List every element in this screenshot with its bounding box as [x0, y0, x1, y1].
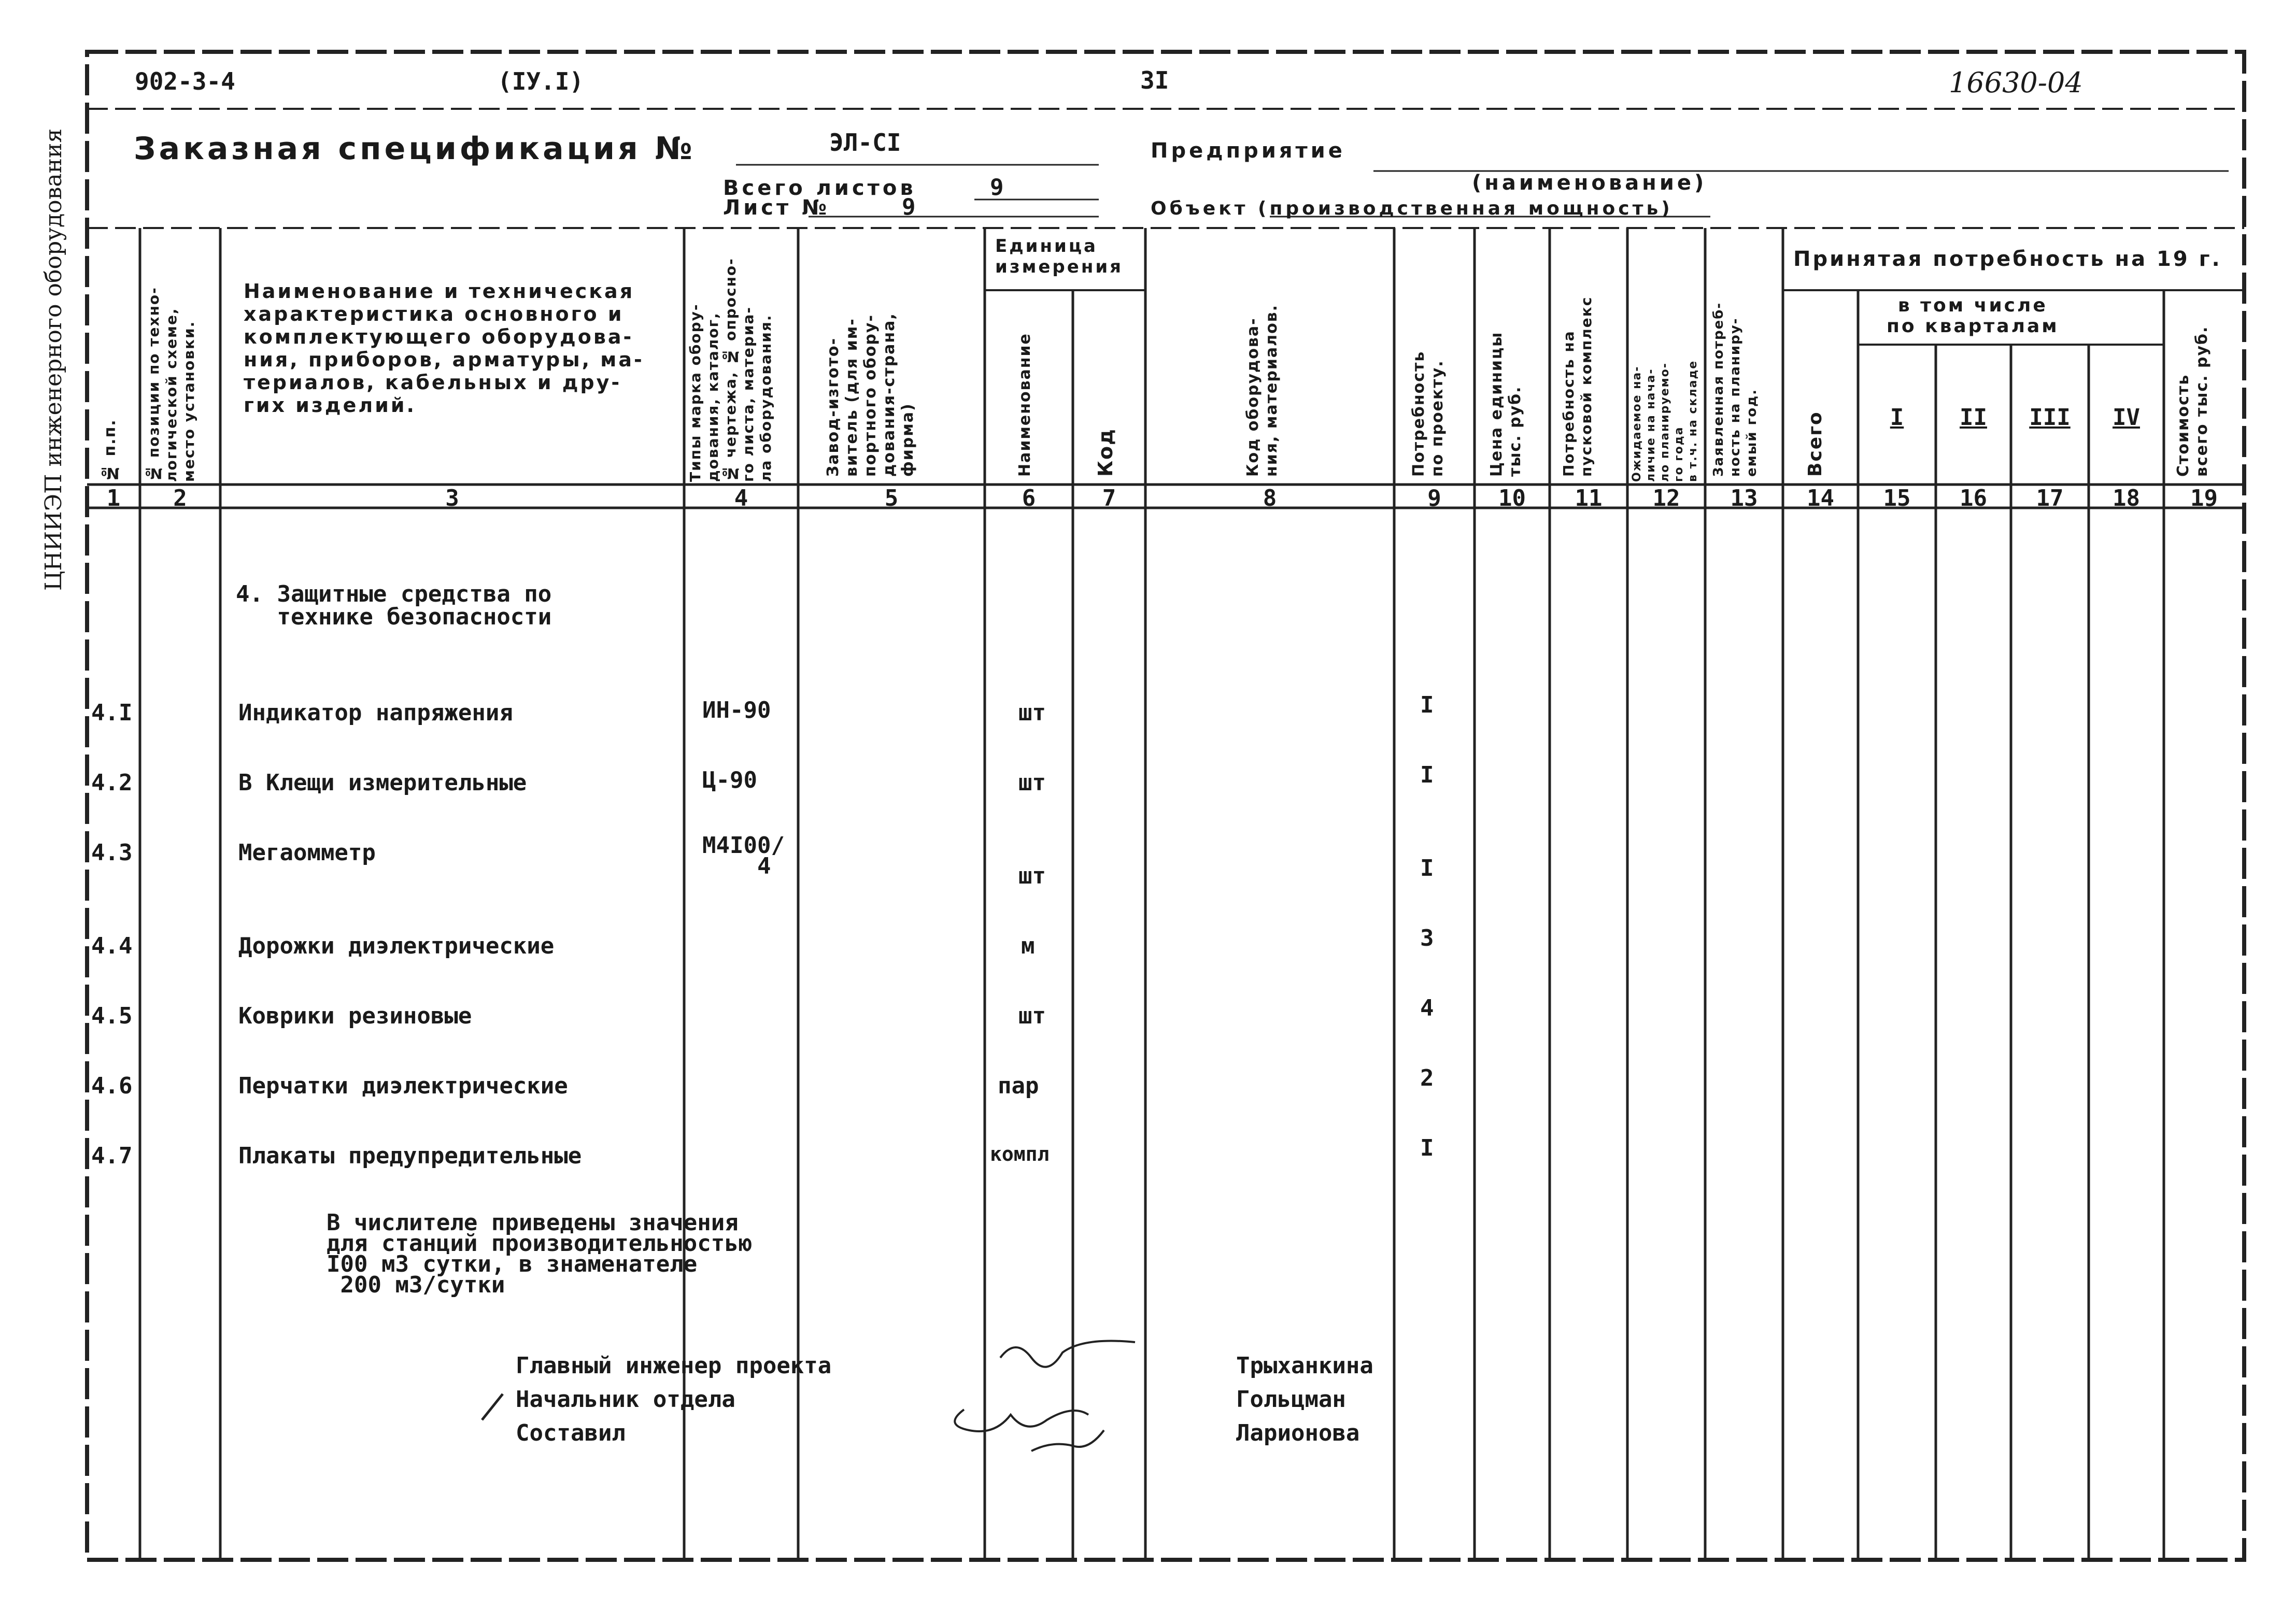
col-header-3: Наименование и техническая характеристика основного и комплектующего оборудова- ния, приборов, арматуры, ма- териалов, кабельных и дру- гих изделий. [244, 280, 644, 417]
col-number: 14 [1807, 485, 1834, 511]
row-number: 4.5 [91, 1003, 133, 1029]
row-unit: шт [1018, 863, 1046, 889]
spec-number: ЭЛ-СI [829, 129, 901, 156]
row-qty: 4 [1420, 995, 1434, 1021]
row-unit: шт [1018, 770, 1046, 796]
col-header-2: № позиции по техно- логической схеме, место установки. [145, 287, 197, 482]
col-header-10: Цена единицы тыс. руб. [1487, 331, 1524, 477]
row-number: 4.3 [91, 840, 133, 866]
row-number: 4.I [91, 700, 133, 726]
total-sheets: 9 [990, 174, 1004, 201]
col-header-accepted-group: Принятая потребность на 19 г. [1793, 247, 2222, 271]
col-header-9: Потребность по проекту. [1410, 350, 1447, 477]
col-header-7: Код [1094, 428, 1117, 477]
row-qty: I [1420, 1135, 1434, 1161]
col-header-q4: IV [2113, 404, 2140, 431]
col-header-19: Стоимость всего тыс. руб. [2174, 325, 2211, 477]
col-header-q3: III [2029, 404, 2071, 431]
row-qty: I [1420, 855, 1434, 881]
row-name: Перчатки диэлектрические [238, 1073, 568, 1099]
row-qty: I [1420, 762, 1434, 788]
col-header-1: № п.п. [101, 419, 119, 482]
col-header-13: Заявленная потреб- ность на планиру- емый год. [1711, 302, 1760, 477]
col-header-14: Всего [1805, 411, 1826, 477]
row-qty: 3 [1420, 925, 1434, 951]
col-header-12: Ожидаемое на- личие на нача- ло планируемо- го года в т.ч. на складе [1631, 360, 1699, 482]
col-number: 12 [1652, 485, 1680, 511]
signature-role: Составил [516, 1420, 626, 1446]
col-number: 7 [1102, 485, 1116, 511]
col-number: 18 [2113, 485, 2140, 511]
doc-code: 902-3-4 [135, 67, 235, 95]
col-number: 1 [106, 485, 121, 511]
row-type: Ц-90 [702, 767, 757, 793]
row-type: М4I00/ 4 [702, 832, 785, 879]
col-header-q1: I [1890, 404, 1904, 431]
col-number: 8 [1263, 485, 1277, 511]
col-header-6: Наименование [1016, 333, 1034, 477]
col-number: 4 [734, 485, 748, 511]
row-qty: 2 [1420, 1065, 1434, 1091]
row-type: ИН-90 [702, 697, 771, 723]
row-number: 4.7 [91, 1143, 133, 1169]
page-number: 3I [1140, 66, 1169, 94]
col-header-4: Типы марка обору- дования, каталог, № чертежа, № опросно- го листа, материа- ла оборудования. [687, 258, 774, 482]
sheet-label: Лист № [723, 196, 830, 220]
col-header-unit-group: Единица измерения [995, 236, 1123, 277]
sheet-id: 16630-04 [1949, 66, 2083, 99]
col-header-q2: II [1960, 404, 1987, 431]
row-name: Коврики резиновые [238, 1003, 472, 1029]
title-label: Заказная спецификация № [134, 131, 696, 167]
total-sheets-label: Всего листов [723, 176, 916, 200]
signature-name: Трыханкина [1236, 1353, 1373, 1379]
row-name: В Клещи измерительные [238, 770, 527, 796]
col-number: 13 [1730, 485, 1758, 511]
enterprise-label: Предприятие [1151, 139, 1345, 163]
col-header-quarters-group: в том числе по кварталам [1887, 295, 2059, 337]
object-label: Объект (производственная мощность) [1151, 198, 1673, 219]
col-number: 9 [1427, 485, 1441, 511]
col-number: 6 [1022, 485, 1036, 511]
row-number: 4.4 [91, 933, 133, 959]
col-number: 11 [1575, 485, 1603, 511]
row-unit: пар [998, 1073, 1039, 1099]
col-number: 2 [173, 485, 187, 511]
sheet-number: 9 [902, 194, 916, 220]
signature-name: Гольцман [1236, 1386, 1346, 1413]
col-number: 19 [2190, 485, 2218, 511]
row-unit: шт [1018, 1003, 1046, 1029]
row-number: 4.2 [91, 770, 133, 796]
row-unit: шт [1018, 700, 1046, 726]
section-title: 4. Защитные средства по технике безопасности [236, 581, 552, 630]
note: В числителе приведены значения для станций производительностью I00 м3 сутки, в знаменателе 200 м3/сутки [327, 1210, 753, 1298]
col-number: 16 [1960, 485, 1987, 511]
col-number: 15 [1883, 485, 1911, 511]
col-header-5: Завод-изгото- витель (для им- портного обору- дования-страна, фирма) [824, 312, 917, 477]
row-unit: м [1021, 933, 1035, 959]
col-number: 10 [1498, 485, 1526, 511]
row-unit: компл [990, 1143, 1050, 1165]
row-name: Плакаты предупредительные [238, 1143, 582, 1169]
signature-role: Главный инженер проекта [516, 1353, 832, 1379]
row-qty: I [1420, 692, 1434, 718]
row-name: Дорожки диэлектрические [238, 933, 555, 959]
col-number: 5 [884, 485, 899, 511]
row-name: Мегаомметр [238, 840, 376, 866]
signature-role: Начальник отдела [516, 1386, 735, 1413]
row-number: 4.6 [91, 1073, 133, 1099]
name-hint: (наименование) [1472, 171, 1707, 195]
album-code: (IУ.I) [498, 67, 584, 95]
signature-name: Ларионова [1236, 1420, 1360, 1446]
col-number: 17 [2036, 485, 2064, 511]
col-number: 3 [445, 485, 459, 511]
side-stamp: ЦНИИЭП инженерного оборудования [40, 128, 67, 591]
row-name: Индикатор напряжения [238, 700, 513, 726]
col-header-8: Код оборудова- ния, материалов. [1244, 304, 1281, 477]
col-header-11: Потребность на пусковой комплекс [1560, 296, 1595, 477]
